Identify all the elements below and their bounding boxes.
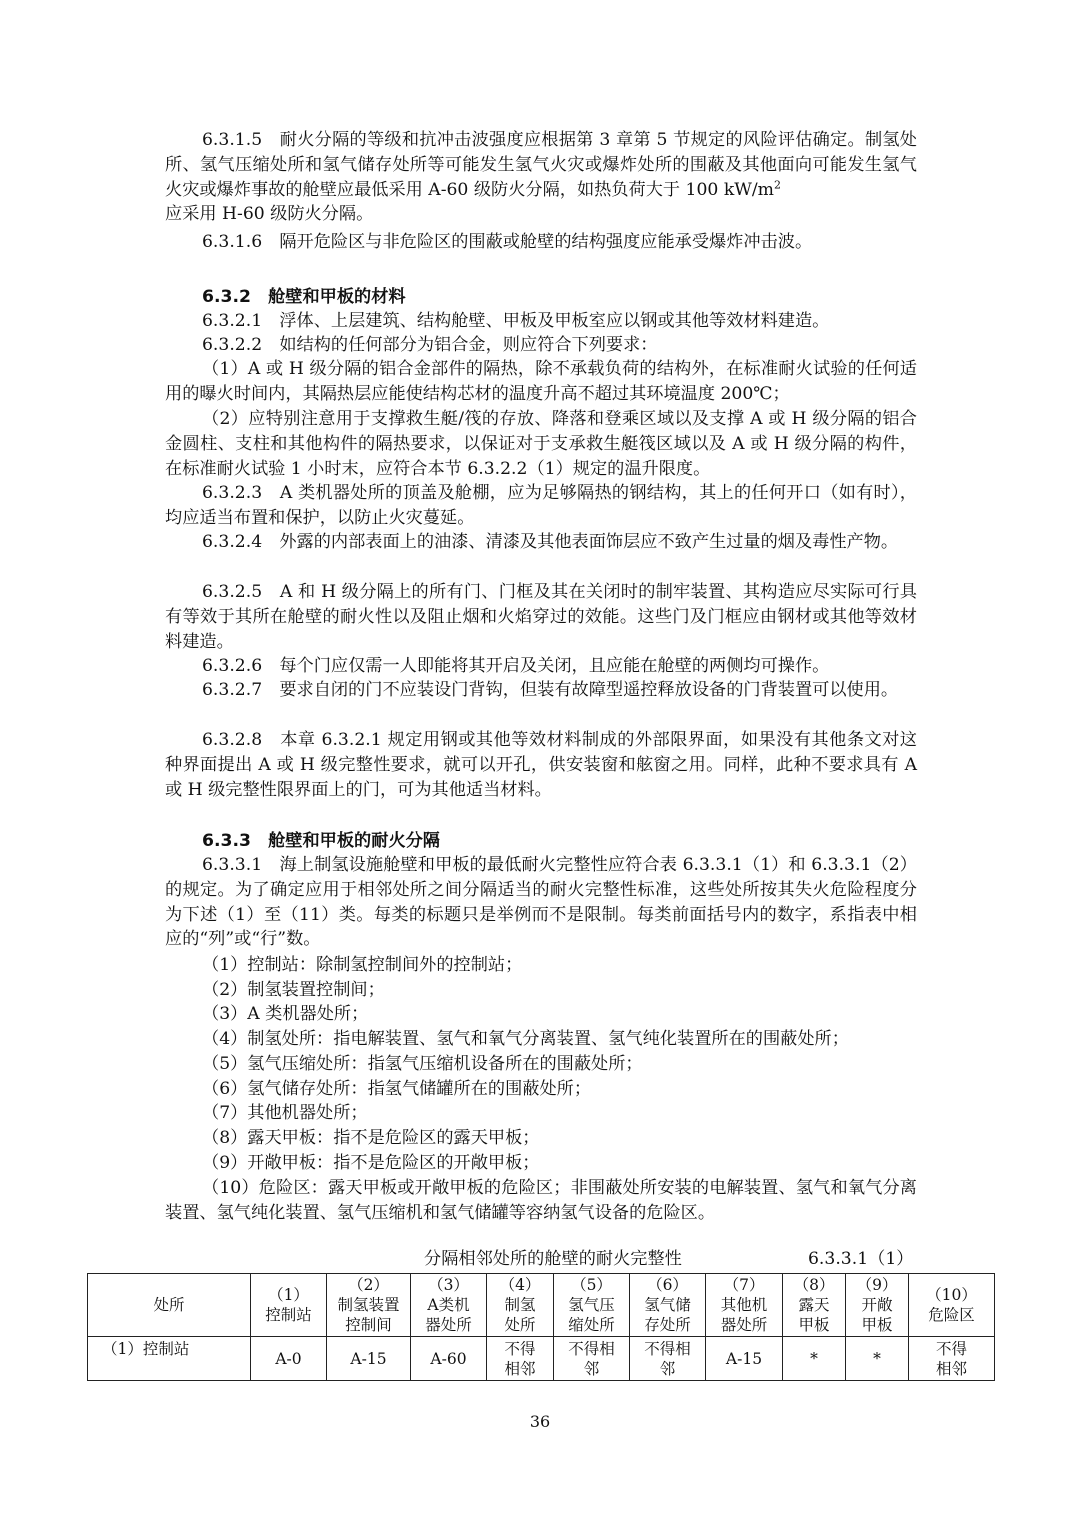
list-item: （2）制氢装置控制间；	[202, 980, 385, 1000]
table-cell: 不得 相邻	[909, 1337, 995, 1381]
list-item: （7）其他机器处所；	[202, 1103, 368, 1123]
paragraph-6-3-2-4: 6.3.2.4 外露的内部表面上的油漆、清漆及其他表面饰层应不致产生过量的烟及毒性产物。	[202, 532, 899, 552]
paragraph-6-3-2-2-item-2: （2）应特别注意用于支撑救生艇/筏的存放、降落和登乘区域以及支撑 A 或 H 级分隔的铝合金圆柱、支柱和其他构件的隔热要求，以保证对于支承救生艇筏区域以及 A 或 H 级分隔的构件，在标准耐火试验 1 小时末，应符合本节 6.3.2.2（1）规定的温升限度。	[165, 409, 917, 479]
column-header: （6） 氢气储 存处所	[630, 1274, 706, 1337]
section-heading-6-3-3: 6.3.3 舱壁和甲板的耐火分隔	[202, 831, 440, 851]
table-cell: A-15	[327, 1337, 411, 1381]
list-item: （4）制氢处所：指电解装置、氢气和氧气分离装置、氢气纯化装置所在的围蔽处所；	[202, 1029, 849, 1049]
list-item: （3）A 类机器处所；	[202, 1004, 369, 1024]
paragraph-6-3-2-6: 6.3.2.6 每个门应仅需一人即能将其开启及关闭，且应能在舱壁的两侧均可操作。	[202, 656, 830, 676]
paragraph-6-3-2-2-item-1: （1）A 或 H 级分隔的铝合金部件的隔热，除不承载负荷的结构外，在标准耐火试验的任何适用的曝火时间内，其隔热层应能使结构芯材的温度升高不超过其环境温度 200℃；	[165, 359, 917, 404]
column-header: （2） 制氢装置 控制间	[327, 1274, 411, 1337]
table-row	[88, 1337, 995, 1381]
paragraph-6-3-1-6: 6.3.1.6 隔开危险区与非危险区的围蔽或舱壁的结构强度应能承受爆炸冲击波。	[202, 232, 813, 252]
section-heading-6-3-2: 6.3.2 舱壁和甲板的材料	[202, 287, 406, 307]
column-header: （10） 危险区	[909, 1274, 995, 1337]
column-header: （1） 控制站	[251, 1274, 327, 1337]
paragraph-6-3-2-2: 6.3.2.2 如结构的任何部分为铝合金，则应符合下列要求：	[202, 335, 658, 355]
table-number: 6.3.3.1（1）	[808, 1249, 914, 1269]
paragraph-6-3-2-3: 6.3.2.3 A 类机器处所的顶盖及舱棚，应为足够隔热的钢结构，其上的任何开口（如有时），均应适当布置和保护，以防止火灾蔓延。	[165, 483, 917, 528]
table-cell: 不得相 邻	[554, 1337, 630, 1381]
table-cell: A-0	[251, 1337, 327, 1381]
page-number: 36	[529, 1412, 551, 1431]
table-cell: *	[783, 1337, 846, 1381]
paragraph-6-3-2-8: 6.3.2.8 本章 6.3.2.1 规定用钢或其他等效材料制成的外部限界面，如果没有其他条文对这种界面提出 A 或 H 级完整性要求，就可以开孔，供安装窗和舷窗之用。同样，此种不要求具有 A 或 H 级完整性限界面上的门，可为其他适当材料。	[165, 730, 917, 800]
column-header: （3） A类机 器处所	[411, 1274, 487, 1337]
column-header: （7） 其他机 器处所	[706, 1274, 783, 1337]
paragraph-6-3-2-7: 6.3.2.7 要求自闭的门不应装设门背钩，但装有故障型遥控释放设备的门背装置可以使用。	[202, 680, 899, 700]
table-corner-header: 处所	[88, 1274, 251, 1337]
table-cell: *	[846, 1337, 909, 1381]
table-title: 分隔相邻处所的舱壁的耐火完整性	[424, 1249, 682, 1269]
list-item: （1）控制站：除制氢控制间外的控制站；	[202, 955, 523, 975]
list-item-10: （10）危险区：露天甲板或开敞甲板的危险区；非围蔽处所安装的电解装置、氢气和氧气分离装置、氢气纯化装置、氢气压缩机和氢气储罐等容纳氢气设备的危险区。	[165, 1178, 917, 1223]
list-item: （5）氢气压缩处所：指氢气压缩机设备所在的围蔽处所；	[202, 1054, 643, 1074]
list-item: （8）露天甲板：指不是危险区的露天甲板；	[202, 1128, 540, 1148]
column-header: （4） 制氢 处所	[487, 1274, 554, 1337]
table-cell: A-60	[411, 1337, 487, 1381]
paragraph-6-3-1-5: 6.3.1.5 耐火分隔的等级和抗冲击波强度应根据第 3 章第 5 节规定的风险评估确定。制氢处所、氢气压缩处所和氢气储存处所等可能发生氢气火灾或爆炸处所的围蔽及其他面向可能发生氢气火灾或爆炸事故的舱壁应最低采用 A-60 级防火分隔，如热负荷大于 100 $kW/m^2$ 应采用 H-60 级防火分隔。	[165, 130, 917, 225]
list-item: （9）开敞甲板：指不是危险区的开敞甲板；	[202, 1153, 540, 1173]
row-header: （1）控制站	[88, 1337, 251, 1381]
paragraph-6-3-2-5: 6.3.2.5 A 和 H 级分隔上的所有门、门框及其在关闭时的制牢装置、其构造应尽实际可行具有等效于其所在舱壁的耐火性以及阻止烟和火焰穿过的效能。这些门及门框应由钢材或其他等效材料建造。	[165, 582, 917, 652]
column-header: （8） 露天 甲板	[783, 1274, 846, 1337]
table-header-row	[88, 1274, 995, 1337]
list-item: （6）氢气储存处所：指氢气储罐所在的围蔽处所；	[202, 1079, 592, 1099]
column-header: （9） 开敞 甲板	[846, 1274, 909, 1337]
paragraph-6-3-2-1: 6.3.2.1 浮体、上层建筑、结构舱壁、甲板及甲板室应以钢或其他等效材料建造。	[202, 311, 830, 331]
paragraph-6-3-3-1: 6.3.3.1 海上制氢设施舱壁和甲板的最低耐火完整性应符合表 6.3.3.1（1）和 6.3.3.1（2）的规定。为了确定应用于相邻处所之间分隔适当的耐火完整性标准，这些处所按其失火危险程度分为下述（1）至（11）类。每类的标题只是举例而不是限制。每类前面括号内的数字，系指表中相应的“列”或“行”数。	[165, 855, 917, 950]
table-cell: 不得 相邻	[487, 1337, 554, 1381]
table-cell: 不得相 邻	[630, 1337, 706, 1381]
table-cell: A-15	[706, 1337, 783, 1381]
fire-integrity-table	[87, 1273, 995, 1381]
column-header: （5） 氢气压 缩处所	[554, 1274, 630, 1337]
